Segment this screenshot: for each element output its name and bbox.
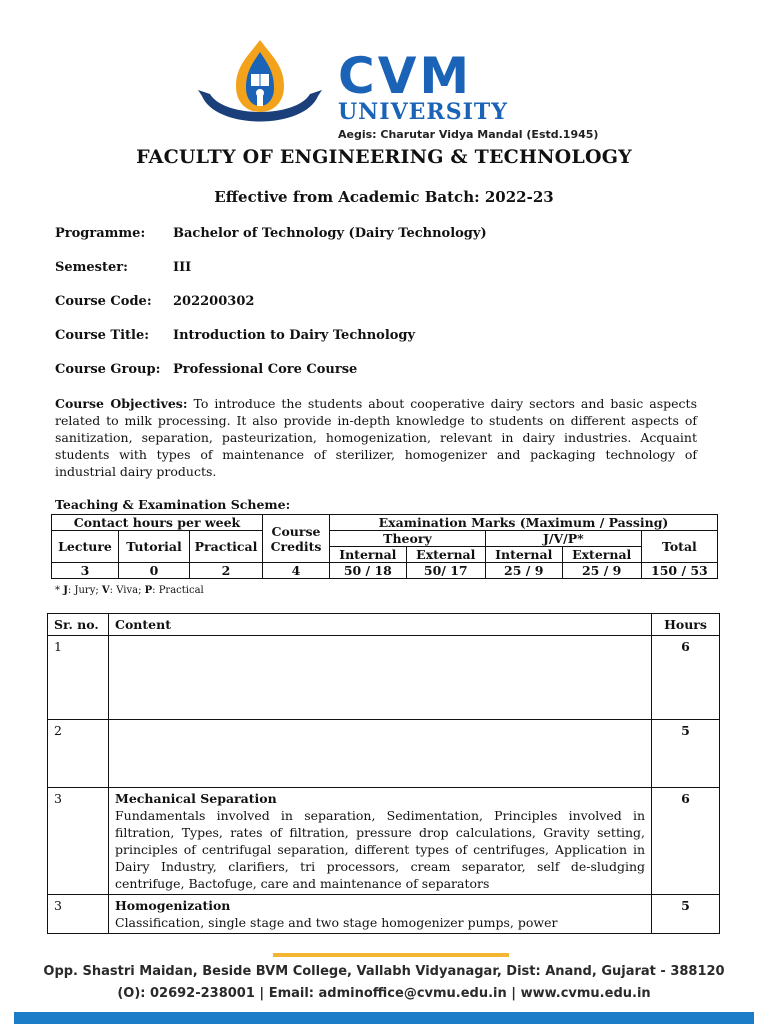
scheme-cell-total: 150 / 53 (641, 563, 717, 579)
objectives-label: Course Objectives: (55, 396, 188, 411)
course-objectives (55, 395, 697, 480)
scheme-cell-jvp-internal: 25 / 9 (485, 563, 562, 579)
content-cell (109, 636, 652, 720)
scheme-table (51, 514, 718, 579)
scheme-header-lecture: Lecture (52, 531, 119, 563)
content-sr: 2 (48, 720, 109, 788)
brand-name: CVM (338, 47, 473, 105)
scheme-header-exam: Examination Marks (Maximum / Passing) (330, 515, 718, 531)
table-row (48, 788, 720, 895)
content-cell (109, 895, 652, 934)
scheme-header-jvp-internal: Internal (485, 547, 562, 563)
meta-value: III (173, 260, 192, 275)
meta-course-code (55, 294, 254, 309)
scheme-cell-credits: 4 (263, 563, 330, 579)
table-row (48, 636, 720, 720)
meta-key: Course Code: (55, 294, 152, 309)
scheme-header-practical: Practical (190, 531, 263, 563)
meta-programme (55, 226, 487, 241)
meta-value: 202200302 (173, 294, 255, 309)
footer-contact: (O): 02692-238001 | Email: adminoffice@cvmu.edu.in | www.cvmu.edu.in (117, 986, 651, 1001)
content-hours: 6 (652, 788, 720, 895)
meta-value: Introduction to Dairy Technology (173, 328, 416, 343)
objectives-text: To introduce the students about cooperative dairy sectors and basic aspects related to milk processing. It also provide in-depth knowledge to students on different aspects of sanitization, separation, pasteurization, homogenization, relevant in dairy industries. Acquaint students with types of maintenance of sterilizer, homogenizer and packaging technology of industrial dairy products. (55, 396, 697, 479)
scheme-cell-theory-external: 50/ 17 (406, 563, 485, 579)
scheme-header-tutorial: Tutorial (119, 531, 190, 563)
note-p-text: : Practical (152, 585, 204, 596)
batch-title: Effective from Academic Batch: 2022-23 (214, 188, 554, 206)
university-logo (196, 38, 599, 146)
meta-course-title (55, 328, 415, 343)
content-header-sr: Sr. no. (48, 614, 109, 636)
logo-emblem-icon (196, 38, 324, 138)
note-j: J (63, 585, 68, 596)
meta-value: Bachelor of Technology (Dairy Technology) (173, 226, 487, 241)
content-hours: 5 (652, 720, 720, 788)
scheme-title: Teaching & Examination Scheme: (55, 497, 291, 512)
scheme-header-credits: Course Credits (263, 515, 330, 563)
table-row (48, 895, 720, 934)
brand-subtitle: UNIVERSITY (338, 99, 508, 125)
content-cell (109, 788, 652, 895)
scheme-header-theory-external: External (406, 547, 485, 563)
note-v-text: : Viva; (109, 585, 145, 596)
unit-body: Fundamentals involved in separation, Sedimentation, Principles involved in filtration, Types, rates of filtration, pressure drop calculations, Gravity setting, principles of centrifugal separation, different types of centrifuges, Application in Dairy Industry, clarifiers, tri processors, cream separator, self de-sludging centrifuge, Bactofuge, care and maintenance of separators (115, 808, 645, 891)
meta-key: Course Title: (55, 328, 150, 343)
content-header-hours: Hours (652, 614, 720, 636)
note-j-text: : Jury; (67, 585, 102, 596)
scheme-header-jvp: J/V/P* (485, 531, 641, 547)
faculty-title: FACULTY OF ENGINEERING & TECHNOLOGY (136, 146, 632, 168)
note-star: * (55, 585, 64, 596)
scheme-cell-lecture: 3 (52, 563, 119, 579)
scheme-header-theory-internal: Internal (330, 547, 407, 563)
scheme-header-total: Total (641, 531, 717, 563)
meta-key: Programme: (55, 226, 146, 241)
content-sr: 3 (48, 895, 109, 934)
content-sr: 3 (48, 788, 109, 895)
scheme-cell-jvp-external: 25 / 9 (562, 563, 641, 579)
content-hours: 6 (652, 636, 720, 720)
brand-aegis: Aegis: Charutar Vidya Mandal (Estd.1945) (338, 128, 599, 141)
content-hours: 5 (652, 895, 720, 934)
note-p: P (144, 585, 153, 596)
scheme-cell-tutorial: 0 (119, 563, 190, 579)
scheme-header-contact: Contact hours per week (52, 515, 263, 531)
scheme-cell-practical: 2 (190, 563, 263, 579)
content-sr: 1 (48, 636, 109, 720)
content-table (47, 613, 720, 934)
meta-semester (55, 260, 191, 275)
meta-key: Semester: (55, 260, 128, 275)
footer-accent-line (273, 953, 509, 957)
footer-bar (14, 1012, 754, 1024)
brand-block (338, 47, 599, 142)
content-cell (109, 720, 652, 788)
content-header-content: Content (109, 614, 652, 636)
note-v: V (101, 585, 110, 596)
scheme-header-theory: Theory (330, 531, 486, 547)
unit-title: Mechanical Separation (115, 791, 277, 806)
scheme-footnote (55, 585, 204, 596)
meta-key: Course Group: (55, 362, 161, 377)
meta-value: Professional Core Course (173, 362, 358, 377)
scheme-cell-theory-internal: 50 / 18 (330, 563, 407, 579)
scheme-header-jvp-external: External (562, 547, 641, 563)
unit-body: Classification, single stage and two stage homogenizer pumps, power (115, 915, 558, 930)
table-row (48, 720, 720, 788)
unit-title: Homogenization (115, 898, 231, 913)
meta-course-group (55, 362, 357, 377)
footer-address: Opp. Shastri Maidan, Beside BVM College, Vallabh Vidyanagar, Dist: Anand, Gujarat - 388120 (43, 964, 725, 979)
